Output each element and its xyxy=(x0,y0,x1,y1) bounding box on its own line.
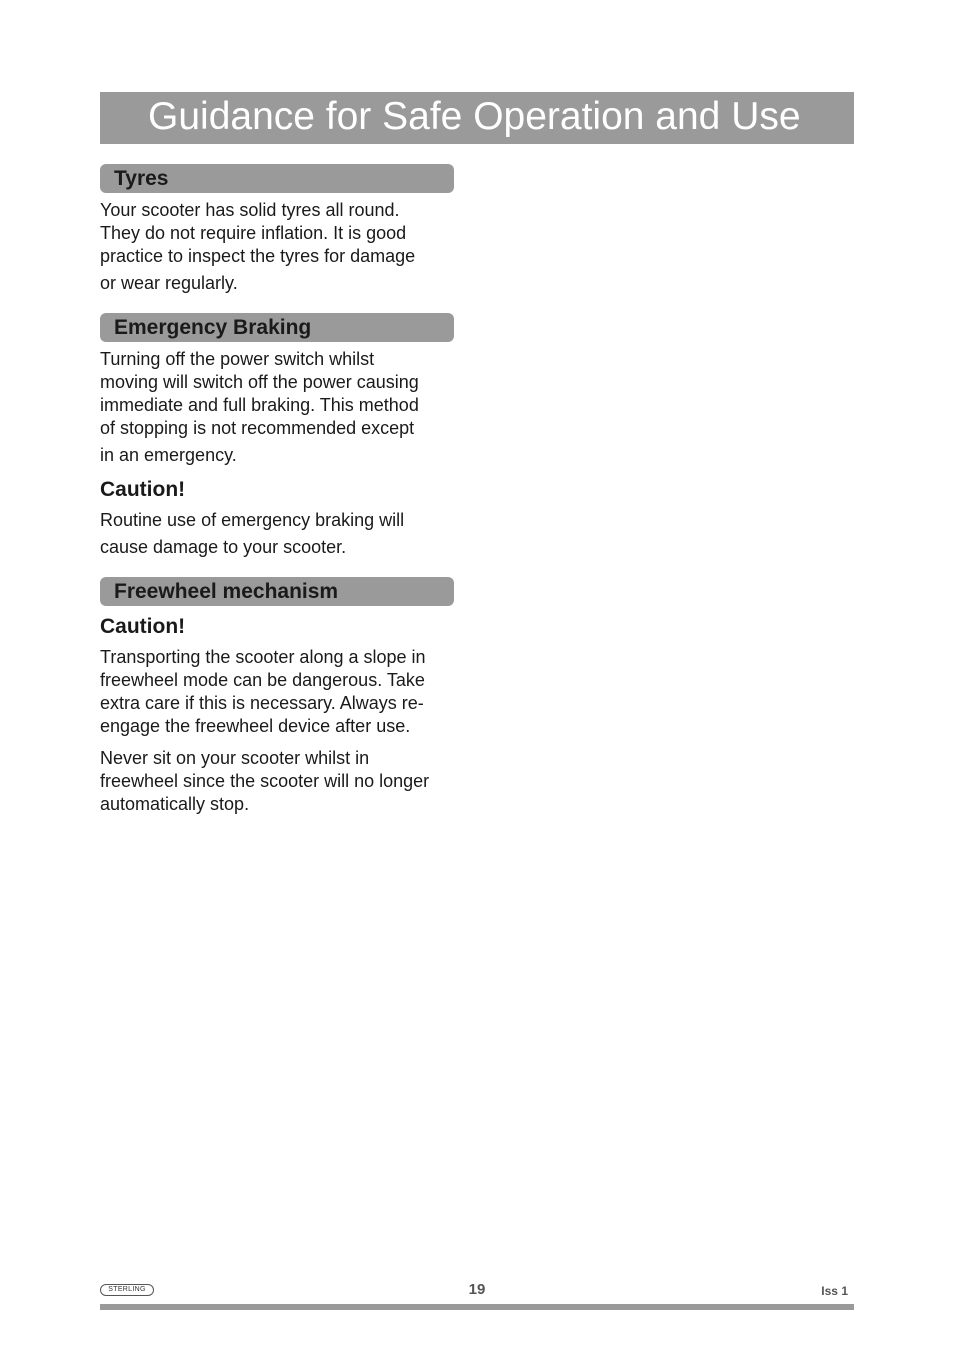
braking-line-3: immediate and full braking. This method xyxy=(100,395,419,415)
page-title-banner xyxy=(100,92,854,144)
freewheel-para1-line-4: engage the freewheel device after use. xyxy=(100,716,411,736)
page-title: Guidance for Safe Operation and Use xyxy=(148,95,801,138)
braking-caution-line-1: Routine use of emergency braking will xyxy=(100,510,405,530)
tyres-line-3: practice to inspect the tyres for damage xyxy=(100,246,416,266)
freewheel-para2-line-3: automatically stop. xyxy=(100,794,250,814)
braking-caution-heading: Caution! xyxy=(100,478,186,501)
section-heading-emergency-braking: Emergency Braking xyxy=(100,313,454,342)
section-heading-tyres: Tyres xyxy=(100,164,454,193)
page-number: 19 xyxy=(468,1281,486,1298)
issue-label: Iss 1 xyxy=(821,1284,848,1298)
tyres-line-2: They do not require inflation. It is good xyxy=(100,223,407,243)
footer-rule xyxy=(100,1304,854,1310)
tyres-line-4: or wear regularly. xyxy=(100,273,238,293)
content-column xyxy=(100,164,454,816)
braking-line-2: moving will switch off the power causing xyxy=(100,372,419,392)
freewheel-para1-line-1: Transporting the scooter along a slope in xyxy=(100,647,426,667)
freewheel-para2-line-2: freewheel since the scooter will no longer xyxy=(100,771,430,791)
braking-line-1: Turning off the power switch whilst xyxy=(100,349,375,369)
sterling-logo: STERLING xyxy=(100,1284,154,1296)
section-heading-freewheel: Freewheel mechanism xyxy=(100,577,454,606)
freewheel-caution-heading: Caution! xyxy=(100,615,186,638)
braking-caution-line-2: cause damage to your scooter. xyxy=(100,537,347,557)
braking-line-5: in an emergency. xyxy=(100,445,237,465)
tyres-line-1: Your scooter has solid tyres all round. xyxy=(100,200,400,220)
braking-line-4: of stopping is not recommended except xyxy=(100,418,415,438)
freewheel-para1-line-2: freewheel mode can be dangerous. Take xyxy=(100,670,425,690)
freewheel-para1-line-3: extra care if this is necessary. Always re- xyxy=(100,693,424,713)
freewheel-para2-line-1: Never sit on your scooter whilst in xyxy=(100,748,370,768)
